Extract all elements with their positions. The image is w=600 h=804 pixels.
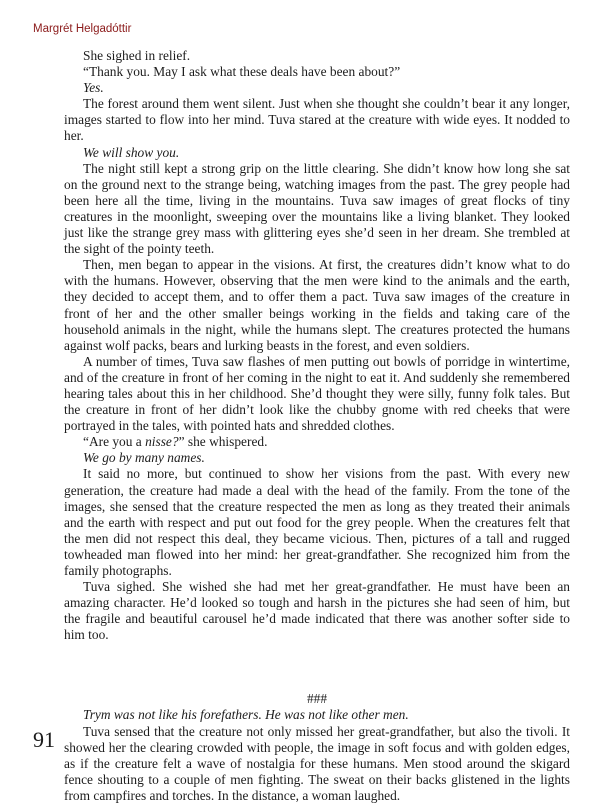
text-after-separator — [64, 707, 570, 804]
body-text — [64, 48, 570, 804]
paragraph — [64, 161, 570, 258]
running-header-author: Margrét Helgadóttir — [33, 23, 132, 35]
italic-run: Yes. — [83, 80, 104, 96]
text-run: Then, men began to appear in the visions. At first, the creatures didn’t know what to do with the humans. However, observing that the men were kind to the animals and the earth, they decided to accept them, and to offer them a pact. Tuva saw images of the creature in front of her and the other smaller beings working in the fields and taking care of the household animals in the night, while the humans slept. The creatures protected the humans against wolf packs, bears and lurking beasts in the forest, and even soldiers. — [64, 257, 570, 353]
italic-run: We go by many names. — [83, 450, 205, 466]
text-run: Tuva sensed that the creature not only missed her great-grandfather, but also the tivoli. It showed her the clearing crowded with people, the image in soft focus and with golden edges, as if the creature felt a wave of nostalgia for these humans. Men stood around the skigard fence shouting to a couple of men fighting. The sweat on their backs glistened in the lights from campfires and torches. In the distance, a woman laughed. — [64, 723, 570, 803]
text-run: It said no more, but continued to show her visions from the past. With every new generation, the creature had made a deal with the head of the family. From the tone of the images, she sensed that the creature respected the men as long as they treated their animals and the earth with respect and put out food for the grey people. When the creatures felt that the men did not respect this deal, they became vicious. Then, pictures of a tall and rugged towheaded man flowed into her mind: her great-grandfather. She recognized him from the family photographs. — [64, 466, 570, 578]
paragraph — [64, 450, 570, 466]
text-run: Tuva sighed. She wished she had met her great-grandfather. He must have been an amazing character. He’d looked so tough and harsh in the pictures she had seen of him, but the fragile and beautiful carousel he’d made indicated that there was another softer side to him too. — [64, 579, 570, 643]
paragraph — [64, 466, 570, 579]
section-separator: ### — [306, 691, 328, 707]
text-run: A number of times, Tuva saw flashes of men putting out bowls of porridge in wintertime, and of the creature in front of her coming in the night to eat it. And suddenly she remembered hearing tales about this in her childhood. She’d thought they were silly, funny folk tales. But the creature in front of her didn’t look like the chubby gnome with red cheeks that were portrayed in the tales, with pointed hats and shredded clothes. — [64, 353, 570, 434]
paragraph — [64, 48, 570, 64]
paragraph — [64, 354, 570, 434]
section-spacer — [64, 643, 570, 691]
italic-run: Trym was not like his forefathers. He was not like other men. — [83, 707, 409, 723]
paragraph — [64, 707, 570, 723]
text-run: She sighed in relief. — [83, 48, 191, 63]
text-run: The forest around them went silent. Just when she thought she couldn’t bear it any longer, images started to flow into her mind. Tuva stared at the creature with wide eyes. It nodded to her. — [64, 96, 570, 144]
page-number: 91 — [33, 727, 55, 752]
italic-run: We will show you. — [83, 144, 180, 160]
text-run: “Are you a — [83, 434, 146, 450]
paragraph — [64, 80, 570, 96]
text-run: The night still kept a strong grip on the little clearing. She didn’t know how long she sat on the ground next to the strange being, watching images from the past. The grey people had been here all the time, living in the mountains. Tuva saw images of great flocks of tiny creatures in the moonlight, sweeping over the mountains like a living blanket. They looked just like the strange grey mass with glittering eyes she’d seen in her dream. She trembled at the sight of the pointy teeth. — [64, 160, 570, 257]
paragraph — [64, 257, 570, 354]
paragraph — [64, 96, 570, 144]
paragraph — [64, 64, 570, 80]
italic-run: nisse? — [145, 434, 179, 450]
text-before-separator — [64, 48, 570, 643]
text-run: “Thank you. May I ask what these deals have been about?” — [83, 64, 401, 80]
paragraph — [64, 434, 570, 450]
paragraph — [64, 579, 570, 643]
text-run: ” she whispered. — [178, 434, 268, 450]
paragraph — [64, 145, 570, 161]
paragraph — [64, 724, 570, 804]
